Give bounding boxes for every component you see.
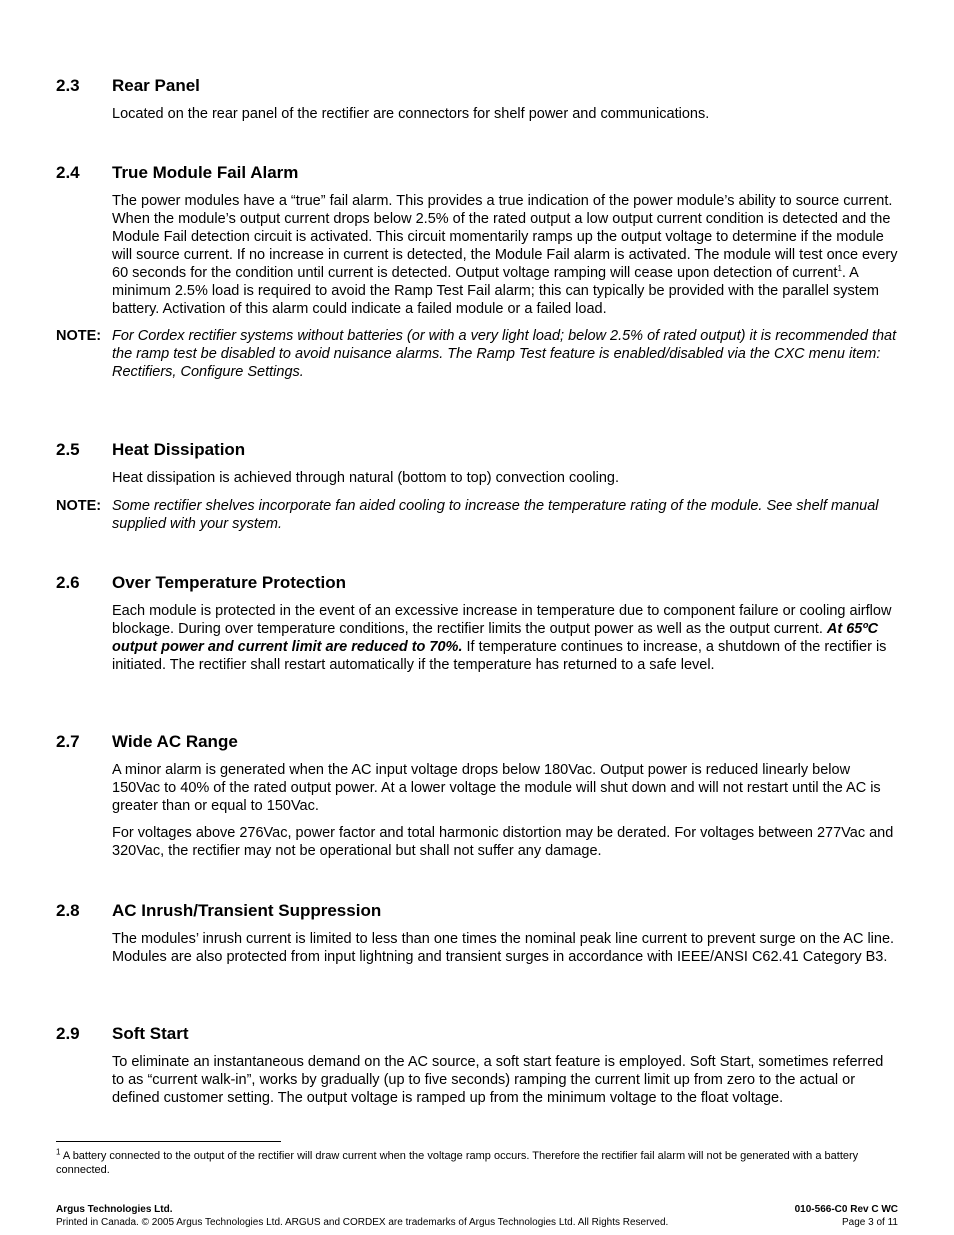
section-2-4 [56,162,898,381]
footer-doc-id: 010-566-C0 Rev C WC [794,1204,898,1215]
section-title: AC Inrush/Transient Suppression [112,901,382,920]
paragraph: Located on the rear panel of the rectifier are connectors for shelf power and communications. [112,106,710,122]
section-title: Over Temperature Protection [112,573,346,592]
section-2-8 [56,900,898,966]
paragraph-text: Each module is protected in the event of an excessive increase in temperature due to component failure or cooling airflow blockage. During over temperature conditions, the rectifier limits the output power as well as the output current. [112,603,892,637]
section-2-5 [56,439,898,533]
section-2-9 [56,1023,898,1107]
page-footer-right [795,1203,898,1229]
paragraph: Heat dissipation is achieved through natural (bottom to top) convection cooling. [112,470,619,486]
section-number: 2.6 [56,573,80,592]
paragraph-text: . A minimum 2.5% load is required to avoid the Ramp Test Fail alarm; this can typically be provided with the parallel system battery. Activation of this alarm could indicate a failed module or a failed load. [112,265,879,317]
section-number: 2.9 [56,1024,80,1043]
section-heading [56,75,898,97]
section-heading [56,439,898,461]
footer-company: Argus Technologies Ltd. [56,1204,173,1215]
section-2-6 [56,572,898,674]
section-heading [56,731,898,753]
section-title: Wide AC Range [112,732,238,751]
footnote-mark: 1 [56,1147,61,1157]
section-title: Heat Dissipation [112,440,246,459]
paragraph [112,602,898,674]
paragraph [112,192,898,318]
section-title: Rear Panel [112,76,200,95]
paragraph-text: The power modules have a “true” fail alarm. This provides a true indication of the power module’s ability to source current. When the module’s output current drops below 2.5% of the rated output a low output current condition is detected and the Module Fail detection circuit is activated. This circuit momentarily ramps up the output voltage to determine if the module will source current. If no increase in current is detected, the Module Fail alarm is activated. The module will test once every 60 seconds for the condition until current is detected. Output voltage ramping will cease upon detection of current [112,193,898,281]
footnote-text: A battery connected to the output of the rectifier will draw current when the voltage ramp occurs. Therefore the rectifier fail alarm will not be generated with a battery connected. [56,1150,859,1176]
footnote [56,1149,898,1177]
section-heading [56,1023,898,1045]
note-text: Some rectifier shelves incorporate fan aided cooling to increase the temperature rating of the module. See shelf manual supplied with your system. [112,498,879,532]
section-number: 2.8 [56,901,80,920]
note [56,327,898,381]
note [56,497,898,533]
section-title: Soft Start [112,1024,189,1043]
note-text: For Cordex rectifier systems without batteries (or with a very light load; below 2.5% of rated output) it is recommended that the ramp test be disabled to avoid nuisance alarms. The Ramp Test feature is enabled/disabled via the CXC menu item: Rectifiers, Configure Settings. [112,328,897,380]
emphasis-text: At 65ºC output power and current limit are reduced to 70%. [112,621,879,655]
section-number: 2.5 [56,440,80,459]
section-number: 2.4 [56,163,80,182]
paragraph: A minor alarm is generated when the AC input voltage drops below 180Vac. Output power is reduced linearly below 150Vac to 40% of the rated output power. At a lower voltage the module will shut down and will not restart until the AC is greater than or equal to 150Vac. [112,762,881,814]
section-heading [56,162,898,184]
note-label: NOTE: [56,498,102,514]
section-heading [56,900,898,922]
footer-page-number: Page 3 of 11 [842,1217,898,1228]
footer-copyright: Printed in Canada. © 2005 Argus Technologies Ltd. ARGUS and CORDEX are trademarks of Argus Technologies Ltd. All Rights Reserved. [56,1217,669,1228]
section-number: 2.3 [56,76,80,95]
section-title: True Module Fail Alarm [112,163,299,182]
paragraph: For voltages above 276Vac, power factor and total harmonic distortion may be derated. For voltages between 277Vac and 320Vac, the rectifier may not be operational but shall not suffer any damage. [112,825,894,859]
paragraph: The modules’ inrush current is limited to less than one times the nominal peak line current to prevent surge on the AC line. Modules are also protected from input lightning and transient surges in accordance with IEEE/ANSI C62.41 Category B3. [112,931,895,965]
note-label: NOTE: [56,328,102,344]
section-2-3 [56,75,898,123]
paragraph-text: If temperature continues to increase, a shutdown of the rectifier is initiated. The rectifier shall restart automatically if the temperature has returned to a safe level. [112,639,887,673]
section-number: 2.7 [56,732,80,751]
footnote-divider [56,1141,281,1142]
page-footer-left [56,1203,668,1229]
paragraph: To eliminate an instantaneous demand on the AC source, a soft start feature is employed. Soft Start, sometimes referred to as “current walk-in”, works by gradually (up to five seconds) ramping the current limit up from zero to the actual or defined customer setting. The output voltage is ramped up from the minimum voltage to the float voltage. [112,1054,884,1106]
section-2-7 [56,731,898,860]
footnote-reference: 1 [837,264,842,274]
section-heading [56,572,898,594]
